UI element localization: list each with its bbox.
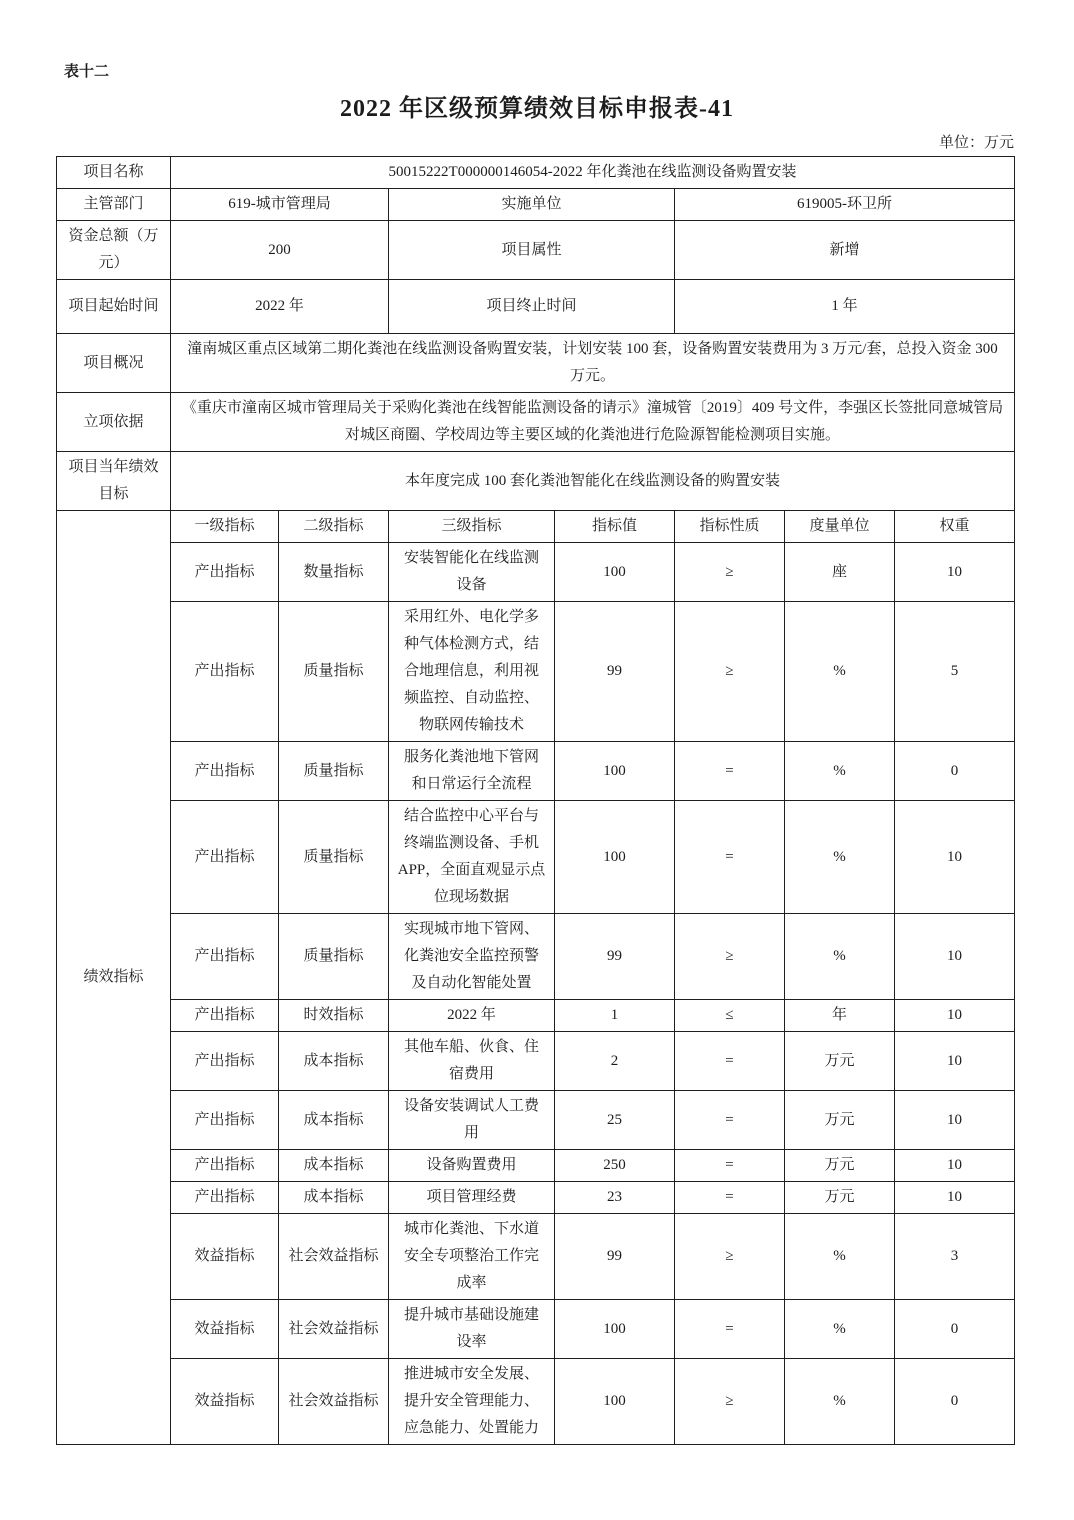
cell-level1: 产出指标 [171, 801, 279, 914]
cell-unit: % [785, 602, 895, 742]
cell-value: 250 [555, 1150, 675, 1182]
indicator-row [57, 1032, 1015, 1091]
cell-level3: 设备购置费用 [389, 1150, 555, 1182]
indicator-row [57, 1091, 1015, 1150]
col-header-value: 指标值 [555, 511, 675, 543]
cell-nature: = [675, 742, 785, 801]
cell-level2: 社会效益指标 [279, 1300, 389, 1359]
start-time-label: 项目起始时间 [57, 280, 171, 334]
cell-value: 100 [555, 543, 675, 602]
cell-weight: 5 [895, 602, 1015, 742]
dept-label: 主管部门 [57, 189, 171, 221]
cell-weight: 10 [895, 543, 1015, 602]
cell-weight: 3 [895, 1214, 1015, 1300]
col-header-level1: 一级指标 [171, 511, 279, 543]
cell-level1: 产出指标 [171, 1000, 279, 1032]
cell-level1: 效益指标 [171, 1300, 279, 1359]
cell-level1: 产出指标 [171, 602, 279, 742]
row-basis [57, 393, 1015, 452]
cell-nature: ≥ [675, 602, 785, 742]
col-header-unit: 度量单位 [785, 511, 895, 543]
cell-level1: 产出指标 [171, 543, 279, 602]
cell-weight: 10 [895, 1091, 1015, 1150]
annual-goal-label: 项目当年绩效目标 [57, 452, 171, 511]
row-overview [57, 334, 1015, 393]
row-annual-goal [57, 452, 1015, 511]
cell-level3: 安装智能化在线监测设备 [389, 543, 555, 602]
unit-note: 单位：万元 [938, 135, 1014, 151]
cell-unit: % [785, 1300, 895, 1359]
cell-nature: ≥ [675, 543, 785, 602]
cell-level3: 结合监控中心平台与终端监测设备、手机 APP，全面直观显示点位现场数据 [389, 801, 555, 914]
basis-label: 立项依据 [57, 393, 171, 452]
overview-label: 项目概况 [57, 334, 171, 393]
cell-level3: 城市化粪池、下水道安全专项整治工作完成率 [389, 1214, 555, 1300]
indicator-row [57, 1300, 1015, 1359]
cell-unit: 年 [785, 1000, 895, 1032]
cell-weight: 10 [895, 801, 1015, 914]
cell-weight: 10 [895, 914, 1015, 1000]
row-project-name [57, 157, 1015, 189]
project-name-value: 50015222T000000146054-2022 年化粪池在线监测设备购置安装 [171, 157, 1015, 189]
cell-unit: % [785, 914, 895, 1000]
indicator-row [57, 914, 1015, 1000]
cell-level1: 产出指标 [171, 914, 279, 1000]
cell-level1: 产出指标 [171, 742, 279, 801]
annual-goal-value: 本年度完成 100 套化粪池智能化在线监测设备的购置安装 [171, 452, 1015, 511]
total-fund-value: 200 [171, 221, 389, 280]
cell-level3: 服务化粪池地下管网和日常运行全流程 [389, 742, 555, 801]
cell-nature: ≥ [675, 914, 785, 1000]
cell-nature: = [675, 801, 785, 914]
cell-value: 99 [555, 914, 675, 1000]
cell-level1: 产出指标 [171, 1150, 279, 1182]
form-index-label: 表十二 [64, 64, 110, 80]
cell-unit: 万元 [785, 1182, 895, 1214]
cell-nature: ≤ [675, 1000, 785, 1032]
impl-unit-value: 619005-环卫所 [675, 189, 1015, 221]
impl-unit-label: 实施单位 [389, 189, 675, 221]
cell-level1: 产出指标 [171, 1032, 279, 1091]
cell-level2: 质量指标 [279, 742, 389, 801]
indicator-row [57, 1150, 1015, 1182]
indicator-row [57, 742, 1015, 801]
cell-level2: 质量指标 [279, 602, 389, 742]
cell-level1: 效益指标 [171, 1359, 279, 1445]
cell-unit: % [785, 801, 895, 914]
cell-value: 100 [555, 1300, 675, 1359]
cell-unit: 万元 [785, 1091, 895, 1150]
cell-level2: 成本指标 [279, 1150, 389, 1182]
cell-level3: 设备安装调试人工费用 [389, 1091, 555, 1150]
cell-value: 100 [555, 742, 675, 801]
cell-level2: 质量指标 [279, 914, 389, 1000]
cell-level2: 社会效益指标 [279, 1359, 389, 1445]
cell-value: 100 [555, 1359, 675, 1445]
end-time-value: 1 年 [675, 280, 1015, 334]
basis-value: 《重庆市潼南区城市管理局关于采购化粪池在线智能监测设备的请示》潼城管〔2019〕409 号文件，李强区长签批同意城管局对城区商圈、学校周边等主要区域的化粪池进行危险源智能检测项目实施。 [171, 393, 1015, 452]
cell-unit: 座 [785, 543, 895, 602]
indicator-row [57, 543, 1015, 602]
cell-value: 99 [555, 602, 675, 742]
cell-level2: 质量指标 [279, 801, 389, 914]
cell-unit: % [785, 1214, 895, 1300]
cell-weight: 10 [895, 1032, 1015, 1091]
start-time-value: 2022 年 [171, 280, 389, 334]
col-header-weight: 权重 [895, 511, 1015, 543]
indicator-row [57, 1000, 1015, 1032]
cell-nature: = [675, 1182, 785, 1214]
cell-level3: 项目管理经费 [389, 1182, 555, 1214]
end-time-label: 项目终止时间 [389, 280, 675, 334]
cell-value: 25 [555, 1091, 675, 1150]
project-name-label: 项目名称 [57, 157, 171, 189]
indicator-row [57, 801, 1015, 914]
cell-nature: = [675, 1300, 785, 1359]
cell-value: 2 [555, 1032, 675, 1091]
row-project-time [57, 280, 1015, 334]
dept-value: 619-城市管理局 [171, 189, 389, 221]
cell-level2: 成本指标 [279, 1182, 389, 1214]
cell-nature: = [675, 1150, 785, 1182]
cell-level1: 产出指标 [171, 1182, 279, 1214]
cell-weight: 0 [895, 742, 1015, 801]
cell-level3: 推进城市安全发展、提升安全管理能力、应急能力、处置能力 [389, 1359, 555, 1445]
cell-level3: 其他车船、伙食、住宿费用 [389, 1032, 555, 1091]
cell-level2: 成本指标 [279, 1032, 389, 1091]
cell-level1: 产出指标 [171, 1091, 279, 1150]
row-total-fund [57, 221, 1015, 280]
col-header-level3: 三级指标 [389, 511, 555, 543]
cell-level3: 提升城市基础设施建设率 [389, 1300, 555, 1359]
indicator-row [57, 1359, 1015, 1445]
indicator-row [57, 1182, 1015, 1214]
cell-weight: 10 [895, 1000, 1015, 1032]
cell-level2: 时效指标 [279, 1000, 389, 1032]
col-header-level2: 二级指标 [279, 511, 389, 543]
cell-level3: 2022 年 [389, 1000, 555, 1032]
cell-weight: 10 [895, 1150, 1015, 1182]
row-indicator-header [57, 511, 1015, 543]
cell-weight: 10 [895, 1182, 1015, 1214]
indicator-row [57, 1214, 1015, 1300]
perf-section-label: 绩效指标 [57, 511, 171, 1445]
cell-value: 99 [555, 1214, 675, 1300]
cell-unit: % [785, 742, 895, 801]
cell-level2: 成本指标 [279, 1091, 389, 1150]
performance-target-table [56, 156, 1015, 1445]
cell-nature: = [675, 1091, 785, 1150]
attribute-label: 项目属性 [389, 221, 675, 280]
cell-unit: % [785, 1359, 895, 1445]
row-department [57, 189, 1015, 221]
cell-unit: 万元 [785, 1150, 895, 1182]
cell-nature: = [675, 1032, 785, 1091]
cell-level3: 实现城市地下管网、化粪池安全监控预警及自动化智能处置 [389, 914, 555, 1000]
page-title: 2022 年区级预算绩效目标申报表-41 [340, 96, 734, 122]
cell-level2: 社会效益指标 [279, 1214, 389, 1300]
cell-level2: 数量指标 [279, 543, 389, 602]
cell-level3: 采用红外、电化学多种气体检测方式，结合地理信息，利用视频监控、自动监控、物联网传输技术 [389, 602, 555, 742]
overview-value: 潼南城区重点区域第二期化粪池在线监测设备购置安装，计划安装 100 套，设备购置安装费用为 3 万元/套，总投入资金 300 万元。 [171, 334, 1015, 393]
indicator-row [57, 602, 1015, 742]
cell-weight: 0 [895, 1359, 1015, 1445]
cell-unit: 万元 [785, 1032, 895, 1091]
cell-nature: ≥ [675, 1214, 785, 1300]
cell-level1: 效益指标 [171, 1214, 279, 1300]
cell-nature: ≥ [675, 1359, 785, 1445]
cell-value: 23 [555, 1182, 675, 1214]
cell-value: 1 [555, 1000, 675, 1032]
col-header-nature: 指标性质 [675, 511, 785, 543]
cell-value: 100 [555, 801, 675, 914]
total-fund-label: 资金总额（万元） [57, 221, 171, 280]
cell-weight: 0 [895, 1300, 1015, 1359]
attribute-value: 新增 [675, 221, 1015, 280]
